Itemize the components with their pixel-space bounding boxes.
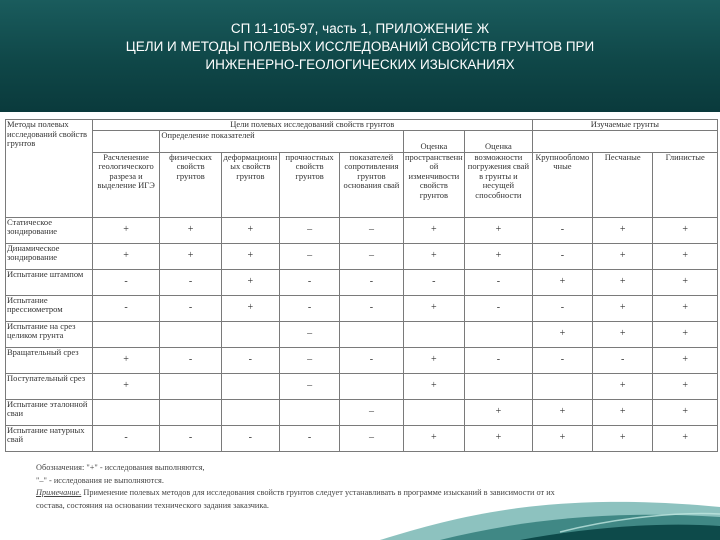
note-paragraph-cont: состава, состояния на основании технического задания заказчика. [36, 500, 270, 510]
mark-cell: + [465, 399, 533, 425]
page-title [40, 20, 680, 74]
mark-cell: - [92, 425, 160, 451]
table-row [6, 399, 718, 425]
method-name: Испытание натурных свай [6, 425, 93, 451]
mark-cell: + [653, 243, 718, 269]
note-label: Примечание. [36, 488, 82, 497]
goals-header: Цели полевых исследований свойств грунтов [92, 120, 532, 131]
column-header-5: показателей сопротивления грунтов основания свай [340, 152, 403, 217]
mark-cell: - [465, 269, 533, 295]
mark-cell: - [532, 217, 592, 243]
assessment-header-b: Оценка [465, 130, 533, 152]
mark-cell: – [340, 243, 403, 269]
method-name: Испытание прессиометром [6, 295, 93, 321]
mark-cell: + [653, 399, 718, 425]
method-name: Испытание штампом [6, 269, 93, 295]
mark-cell: + [532, 425, 592, 451]
mark-cell: – [279, 243, 339, 269]
mark-cell: + [465, 217, 533, 243]
mark-cell: + [593, 321, 653, 347]
column-header-3: деформационных свойств грунтов [221, 152, 279, 217]
mark-cell: + [403, 373, 464, 399]
mark-cell: + [593, 399, 653, 425]
mark-cell: + [221, 295, 279, 321]
mark-cell: - [221, 425, 279, 451]
mark-cell: – [279, 321, 339, 347]
mark-cell: – [279, 373, 339, 399]
empty-cell [92, 130, 160, 152]
soils-header: Изучаемые грунты [532, 120, 717, 131]
mark-cell: + [465, 243, 533, 269]
mark-cell: + [403, 243, 464, 269]
mark-cell [221, 321, 279, 347]
column-header-1: Расчленение геологического разреза и выделение ИГЭ [92, 152, 160, 217]
method-name: Динамическое зондирование [6, 243, 93, 269]
mark-cell: - [221, 347, 279, 373]
mark-cell: + [403, 347, 464, 373]
mark-cell: + [653, 425, 718, 451]
column-header-8: Крупнообломочные [532, 152, 592, 217]
mark-cell: – [279, 347, 339, 373]
method-name: Испытание на срез целиком грунта [6, 321, 93, 347]
title-line-2: ЦЕЛИ И МЕТОДЫ ПОЛЕВЫХ ИССЛЕДОВАНИЙ СВОЙСТВ ГРУНТОВ ПРИ [125, 39, 595, 54]
mark-cell: - [465, 347, 533, 373]
mark-cell: + [221, 217, 279, 243]
method-name: Статическое зондирование [6, 217, 93, 243]
table-row [6, 217, 718, 243]
mark-cell: + [532, 269, 592, 295]
table-row [6, 295, 718, 321]
mark-cell: - [532, 243, 592, 269]
mark-cell [465, 321, 533, 347]
table-row [6, 243, 718, 269]
mark-cell: + [221, 269, 279, 295]
table-row [6, 347, 718, 373]
mark-cell [340, 373, 403, 399]
mark-cell: - [160, 295, 221, 321]
mark-cell: + [593, 269, 653, 295]
mark-cell: – [340, 425, 403, 451]
mark-cell [160, 399, 221, 425]
mark-cell: + [653, 217, 718, 243]
mark-cell [403, 321, 464, 347]
mark-cell: + [403, 425, 464, 451]
mark-cell: - [279, 425, 339, 451]
method-name: Поступательный срез [6, 373, 93, 399]
mark-cell: + [465, 425, 533, 451]
column-header-6: пространственной изменчивости свойств грунтов [403, 152, 464, 217]
empty-cell [532, 130, 717, 152]
mark-cell: + [653, 321, 718, 347]
methods-header: Методы полевых исследований свойств грунтов [6, 120, 93, 218]
mark-cell: + [653, 269, 718, 295]
mark-cell: + [593, 217, 653, 243]
legend-minus: "–" - исследования не выполняются. [36, 475, 164, 485]
mark-cell: – [340, 217, 403, 243]
table-row [6, 425, 718, 451]
mark-cell: + [403, 217, 464, 243]
mark-cell: + [403, 295, 464, 321]
mark-cell: + [653, 373, 718, 399]
mark-cell: - [160, 425, 221, 451]
mark-cell: + [532, 399, 592, 425]
mark-cell [160, 321, 221, 347]
mark-cell: + [92, 243, 160, 269]
mark-cell: - [160, 269, 221, 295]
notes-block [36, 462, 686, 512]
mark-cell [465, 373, 533, 399]
mark-cell: – [279, 217, 339, 243]
mark-cell: - [593, 347, 653, 373]
table-row [6, 269, 718, 295]
mark-cell: + [221, 243, 279, 269]
document-sheet [0, 112, 720, 540]
title-line-3: ИНЖЕНЕРНО-ГЕОЛОГИЧЕСКИХ ИЗЫСКАНИЯХ [205, 57, 515, 72]
mark-cell: + [593, 243, 653, 269]
mark-cell: + [653, 295, 718, 321]
mark-cell: - [465, 295, 533, 321]
mark-cell [92, 399, 160, 425]
mark-cell: - [92, 295, 160, 321]
mark-cell: + [593, 373, 653, 399]
mark-cell: + [92, 347, 160, 373]
table-row [6, 321, 718, 347]
mark-cell: + [92, 217, 160, 243]
column-header-4: прочностных свойств грунтов [279, 152, 339, 217]
mark-cell: - [160, 347, 221, 373]
method-name: Вращательный срез [6, 347, 93, 373]
mark-cell [221, 399, 279, 425]
mark-cell [221, 373, 279, 399]
mark-cell: - [279, 295, 339, 321]
mark-cell: + [593, 295, 653, 321]
mark-cell: - [532, 295, 592, 321]
mark-cell [532, 373, 592, 399]
mark-cell: - [340, 269, 403, 295]
assessment-header-a: Оценка [403, 130, 464, 152]
legend-plus: Обозначения: "+" - исследования выполняются, [36, 463, 205, 472]
mark-cell [279, 399, 339, 425]
mark-cell: - [340, 347, 403, 373]
methods-table [5, 119, 718, 452]
mark-cell [160, 373, 221, 399]
title-line-1: СП 11-105-97, часть 1, ПРИЛОЖЕНИЕ Ж [230, 21, 490, 36]
table-row [6, 373, 718, 399]
mark-cell: + [653, 347, 718, 373]
column-header-2: физических свойств грунтов [160, 152, 221, 217]
mark-cell: - [403, 269, 464, 295]
mark-cell: - [92, 269, 160, 295]
mark-cell: + [593, 425, 653, 451]
title-banner [0, 0, 720, 112]
mark-cell: + [160, 217, 221, 243]
mark-cell [340, 321, 403, 347]
column-header-9: Песчаные [593, 152, 653, 217]
mark-cell: - [532, 347, 592, 373]
mark-cell [92, 321, 160, 347]
mark-cell: + [92, 373, 160, 399]
mark-cell: - [279, 269, 339, 295]
note-paragraph [36, 487, 686, 500]
column-header-10: Глинистые [653, 152, 718, 217]
mark-cell: + [160, 243, 221, 269]
mark-cell [403, 399, 464, 425]
mark-cell: - [340, 295, 403, 321]
note-text: Применение полевых методов для исследования свойств грунтов следует устанавливать в программе изысканий в зависимости от их [81, 488, 555, 497]
determination-header: Определение показателей [160, 130, 403, 152]
mark-cell: – [340, 399, 403, 425]
column-header-7: возможности погружения свай в грунты и несущей способности [465, 152, 533, 217]
method-name: Испытание эталонной сваи [6, 399, 93, 425]
mark-cell: + [532, 321, 592, 347]
